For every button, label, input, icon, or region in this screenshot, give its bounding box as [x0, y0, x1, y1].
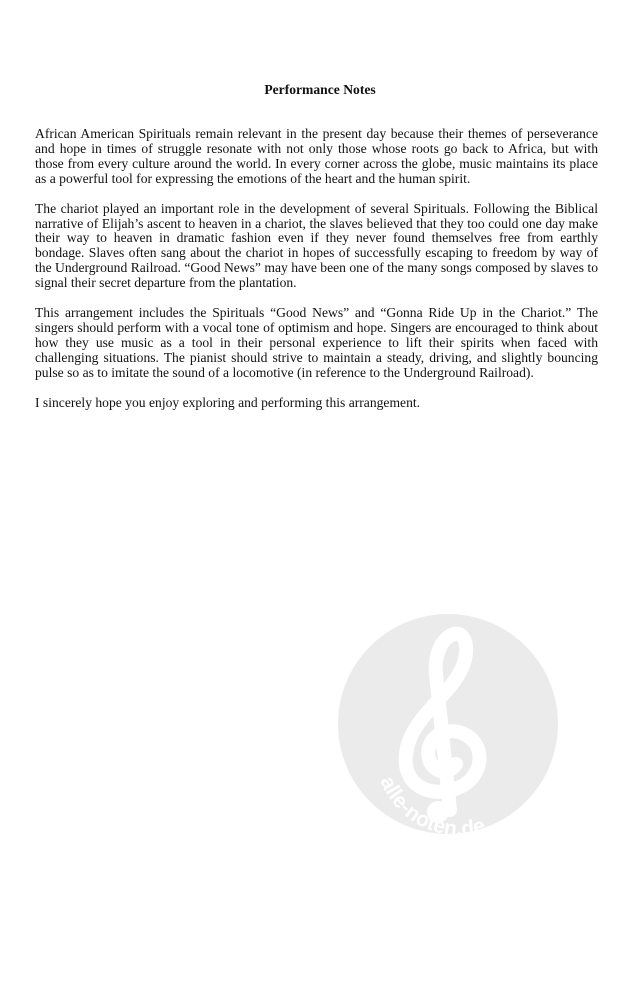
paragraph-arrangement-notes: This arrangement includes the Spirituals “Good News” and “Gonna Ride Up in the Chariot.” The singers should perform with a vocal tone of optimism and hope. Singers are encouraged to think about how they use music as a tool in their personal experience to lift their spirits when faced with challenging situations. The pianist should strive to maintain a steady, driving, and slightly bouncing pulse so as to imitate the sound of a locomotive (in reference to the Underground Railroad). [35, 305, 598, 380]
watermark-text: alle-noten.de [375, 772, 488, 834]
watermark-logo [338, 614, 558, 834]
paragraph-closing: I sincerely hope you enjoy exploring and performing this arrangement. [35, 394, 421, 410]
page-title: Performance Notes [264, 82, 376, 97]
treble-clef-icon [338, 614, 558, 834]
paragraph-chariot-history: The chariot played an important role in the development of several Spirituals. Following the Biblical narrative of Elijah’s ascent to heaven in a chariot, the slaves believed that they too could one day make their way to heaven in dramatic fashion even if they never found themselves free from earthly bondage. Slaves often sang about the chariot in hopes of successfully escaping to freedom by way of the Underground Railroad. “Good News” may have been one of the many songs composed by slaves to signal their secret departure from the plantation. [35, 200, 598, 291]
document-body [35, 127, 598, 426]
paragraph-spirituals-relevance: African American Spirituals remain relevant in the present day because their themes of perseverance and hope in times of struggle resonate with not only those whose roots go back to Africa, but with those from every culture around the world. In every corner across the globe, music maintains its place as a powerful tool for expressing the emotions of the heart and the human spirit. [35, 126, 598, 186]
